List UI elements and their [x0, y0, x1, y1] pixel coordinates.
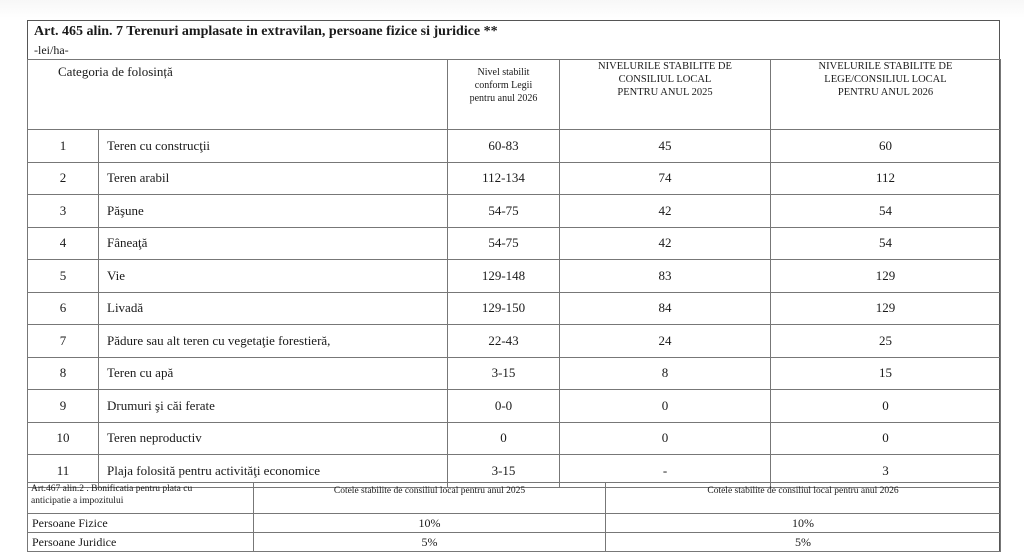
row-value-2026: 15 [771, 357, 1001, 390]
row-value-2025: 8 [560, 357, 771, 390]
row-value-2026: 3 [771, 455, 1001, 488]
table-header-row [28, 60, 1001, 130]
row-legal-level: 54-75 [448, 195, 560, 228]
row-value-2026: 129 [771, 260, 1001, 293]
row-category-name: Teren arabil [99, 162, 448, 195]
scan-edge [0, 0, 1024, 18]
section-title: Art. 465 alin. 7 Terenuri amplasate in extravilan, persoane fizice si juridice ** [34, 24, 498, 39]
bonus-value-2026: 5% [606, 533, 1001, 552]
row-category-name: Teren cu construcţii [99, 130, 448, 163]
row-category-name: Drumuri şi căi ferate [99, 390, 448, 423]
row-value-2025: 42 [560, 227, 771, 260]
table-row [28, 390, 1001, 423]
row-number: 7 [28, 325, 99, 358]
row-category-name: Teren neproductiv [99, 422, 448, 455]
table-row [28, 422, 1001, 455]
row-value-2025: 74 [560, 162, 771, 195]
row-value-2026: 54 [771, 195, 1001, 228]
row-value-2026: 54 [771, 227, 1001, 260]
row-number: 9 [28, 390, 99, 423]
table-row [28, 195, 1001, 228]
row-value-2026: 0 [771, 422, 1001, 455]
row-number: 4 [28, 227, 99, 260]
row-legal-level: 60-83 [448, 130, 560, 163]
row-value-2026: 25 [771, 325, 1001, 358]
header-legal-level: Nivel stabilit conform Legii pentru anul 2026 [448, 60, 560, 130]
table-row [28, 325, 1001, 358]
row-value-2025: 0 [560, 422, 771, 455]
row-number: 5 [28, 260, 99, 293]
header-category: Categoria de folosință [28, 60, 448, 130]
row-value-2025: 0 [560, 390, 771, 423]
bonus-header-2025: Cotele stabilite de consiliul local pentru anul 2025 [254, 483, 606, 514]
row-number: 11 [28, 455, 99, 488]
row-value-2025: 45 [560, 130, 771, 163]
row-value-2025: 24 [560, 325, 771, 358]
bonus-row-fizice [28, 514, 1001, 533]
row-value-2025: 42 [560, 195, 771, 228]
row-value-2026: 60 [771, 130, 1001, 163]
row-category-name: Plaja folosită pentru activităţi economice [99, 455, 448, 488]
row-category-name: Livadă [99, 292, 448, 325]
table-row [28, 227, 1001, 260]
row-value-2025: - [560, 455, 771, 488]
row-legal-level: 3-15 [448, 455, 560, 488]
table-row [28, 292, 1001, 325]
row-category-name: Teren cu apă [99, 357, 448, 390]
bonus-row-label: Persoane Fizice [28, 514, 254, 533]
row-legal-level: 54-75 [448, 227, 560, 260]
row-category-name: Fâneaţă [99, 227, 448, 260]
row-value-2026: 112 [771, 162, 1001, 195]
row-value-2026: 129 [771, 292, 1001, 325]
row-legal-level: 129-150 [448, 292, 560, 325]
row-value-2025: 83 [560, 260, 771, 293]
row-number: 10 [28, 422, 99, 455]
row-legal-level: 0 [448, 422, 560, 455]
bonus-row-label: Persoane Juridice [28, 533, 254, 552]
row-legal-level: 0-0 [448, 390, 560, 423]
table-row [28, 130, 1001, 163]
bonus-value-2025: 10% [254, 514, 606, 533]
bonus-table [27, 482, 1001, 552]
row-category-name: Păşune [99, 195, 448, 228]
unit-label: -lei/ha- [34, 43, 69, 57]
bonus-value-2025: 5% [254, 533, 606, 552]
bonus-value-2026: 10% [606, 514, 1001, 533]
bonus-header-2026: Cotele stabilite de consiliul local pentru anul 2026 [606, 483, 1001, 514]
row-legal-level: 3-15 [448, 357, 560, 390]
row-legal-level: 112-134 [448, 162, 560, 195]
header-council-2025: NIVELURILE STABILITE DE CONSILIUL LOCAL PENTRU ANUL 2025 [560, 60, 771, 130]
row-number: 2 [28, 162, 99, 195]
table-row [28, 162, 1001, 195]
header-law-council-2026: NIVELURILE STABILITE DE LEGE/CONSILIUL LOCAL PENTRU ANUL 2026 [771, 60, 1001, 130]
row-category-name: Vie [99, 260, 448, 293]
row-number: 1 [28, 130, 99, 163]
row-legal-level: 22-43 [448, 325, 560, 358]
table-row [28, 357, 1001, 390]
row-number: 3 [28, 195, 99, 228]
tax-rates-table [27, 59, 1001, 488]
row-number: 8 [28, 357, 99, 390]
row-value-2026: 0 [771, 390, 1001, 423]
row-value-2025: 84 [560, 292, 771, 325]
bonus-row-juridice [28, 533, 1001, 552]
row-number: 6 [28, 292, 99, 325]
row-category-name: Pădure sau alt teren cu vegetaţie forestieră, [99, 325, 448, 358]
row-legal-level: 129-148 [448, 260, 560, 293]
table-row [28, 260, 1001, 293]
bonus-label: Art.467 alin.2 . Bonificatia pentru plata cu anticipatie a impozitului [28, 483, 254, 514]
bonus-header-row [28, 483, 1001, 514]
